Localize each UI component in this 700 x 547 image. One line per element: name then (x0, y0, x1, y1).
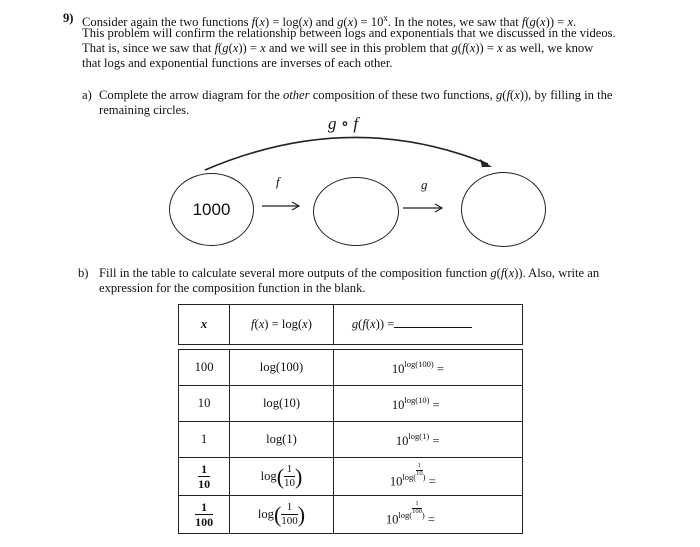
cell-f: log(10) (230, 386, 334, 422)
table-row (179, 350, 523, 386)
circle-middle-blank[interactable] (313, 177, 399, 246)
g-arrow-label: g (421, 177, 428, 192)
cell-x: 1 (179, 422, 230, 458)
cell-x: $\frac{1}{10}$ (179, 458, 230, 496)
table-row (179, 422, 523, 458)
composition-table (178, 304, 523, 534)
cell-f: log( $\frac{1}{100}$ ) (230, 496, 334, 534)
cell-g[interactable]: $10^{log(10)}$ = (333, 386, 522, 422)
composition-label: g ∘ f (328, 114, 359, 133)
cell-x: 100 (179, 350, 230, 386)
composition-arrowhead (480, 159, 492, 167)
intro-line-2: This problem will confirm the relationship between logs and exponentials that we discussed in the videos. (82, 26, 616, 40)
part-a-label: a) (82, 88, 92, 102)
circle-end-blank[interactable] (461, 172, 546, 247)
cell-g[interactable]: $10^{log(100)}$ = (333, 350, 522, 386)
circle-start (169, 173, 254, 246)
problem-number: 9) (63, 11, 74, 25)
cell-g[interactable]: $10^{log( \frac{1}{10} )}$ = (333, 458, 522, 496)
cell-f: log(1) (230, 422, 334, 458)
cell-g[interactable]: $10^{log(1)}$ = (333, 422, 522, 458)
part-a-line-2: remaining circles. (99, 103, 190, 117)
circle-start-value: 1000 (192, 199, 231, 219)
intro-line-3: That is, since we saw that f(g(x)) = x and we will see in this problem that g(f(x)) = x as well, we know (82, 41, 594, 55)
part-a-line-1: Complete the arrow diagram for the other composition of these two functions, g(f(x)), by filling in the (99, 88, 613, 102)
f-arrow-label: f (276, 174, 280, 189)
cell-f: log( $\frac{1}{10}$ ) (230, 458, 334, 496)
cell-x: $\frac{1}{100}$ (179, 496, 230, 534)
cell-f: log(100) (230, 350, 334, 386)
cell-g[interactable]: $10^{log( \frac{1}{100} )}$ = (333, 496, 522, 534)
part-b-line-1: Fill in the table to calculate several more outputs of the composition function g(f(x)). Also, write an (99, 266, 600, 280)
part-b-label: b) (78, 266, 89, 280)
table-row (179, 458, 523, 496)
table-row (179, 386, 523, 422)
header-f: f(x) = log(x) (230, 305, 334, 345)
part-b-line-2: expression for the composition function in the blank. (99, 281, 366, 295)
intro-line-4: that logs and exponential functions are inverses of each other. (82, 56, 393, 70)
composition-expression-blank[interactable] (394, 317, 472, 328)
table-row (179, 496, 523, 534)
header-x: x (179, 305, 230, 345)
header-g: g(f(x)) = (333, 305, 522, 345)
intro-line-1: Consider again the two functions f(x) = log(x) and $g(x) = 10^x$. In the notes, we saw that f(g(x)) = x. (82, 13, 577, 30)
composition-arc (205, 137, 488, 170)
cell-x: 10 (179, 386, 230, 422)
table-header-row (179, 305, 523, 345)
